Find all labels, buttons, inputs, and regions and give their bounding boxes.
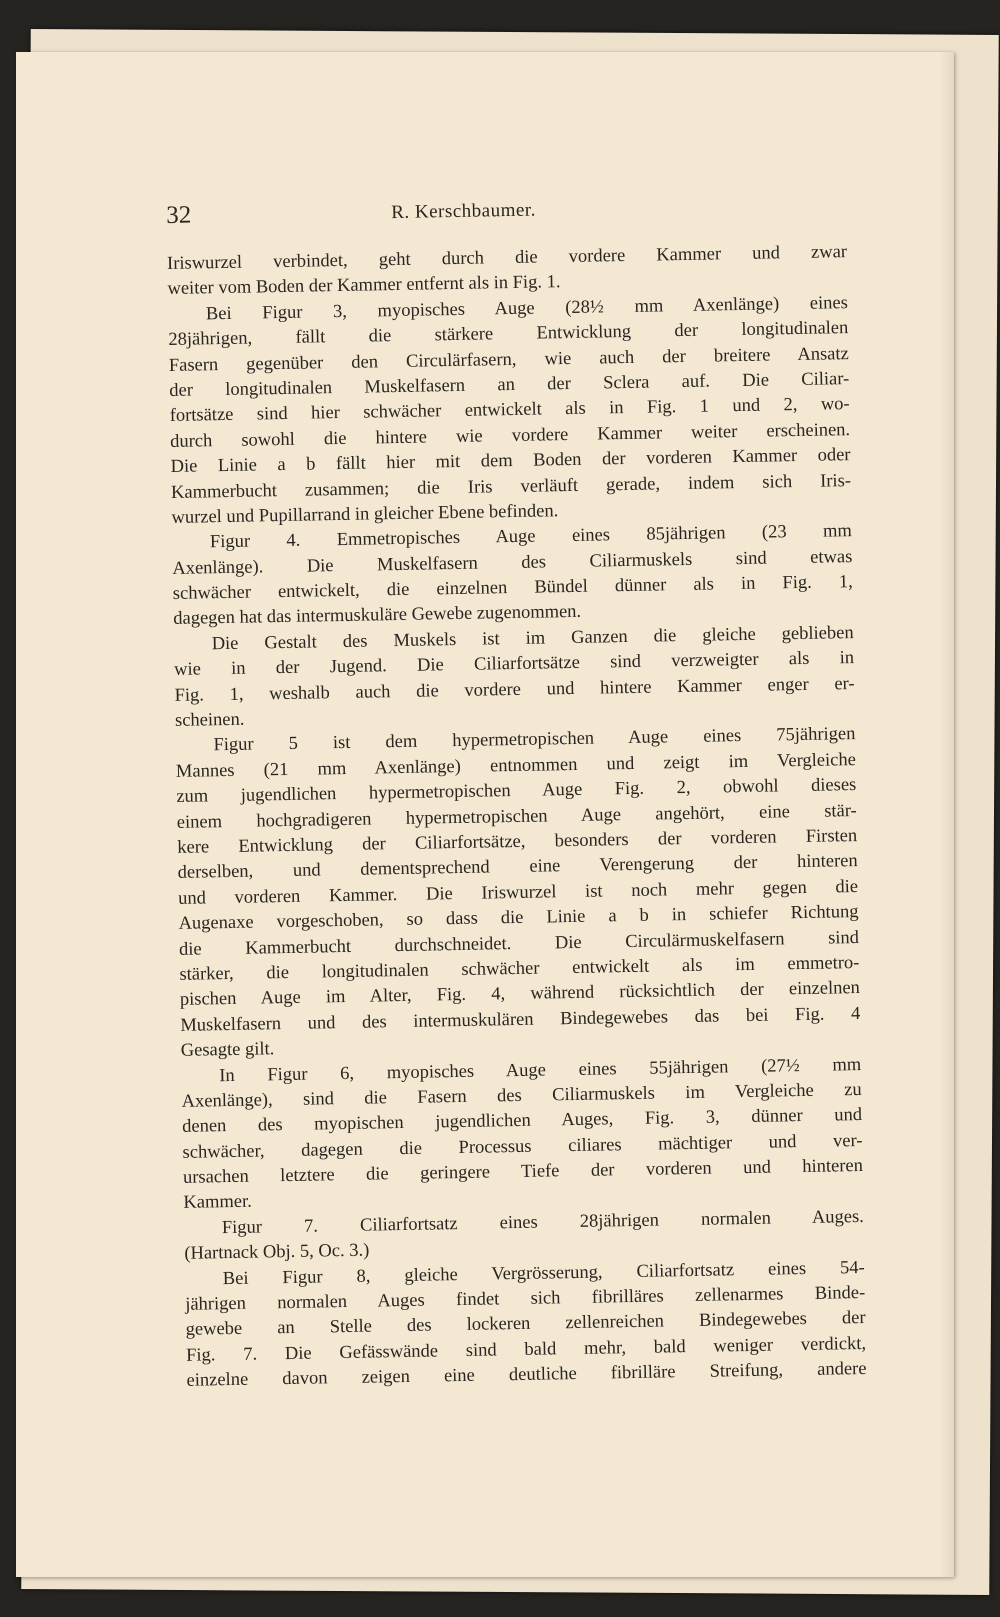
page-number: 32 [166,201,192,229]
text-line: Kammerbucht zusammen; die Iris verläuft gerade, indem sich Iris- [170,470,852,503]
text-line: pischen Auge im Alter, Fig. 4, während rücksichtlich der einzelnen [179,978,861,1011]
text-line: einzelne davon zeigen eine deutliche fibrilläre Streifung, andere [186,1359,867,1392]
running-head: R. Kerschbaumer. [391,199,537,224]
text-line: schwächer entwickelt, die einzelnen Bündel dünner als in Fig. 1, [172,572,853,605]
text-line: Gesagte gilt. [180,1039,275,1061]
text-line: Fasern gegenüber den Circulärfasern, wie auch der breitere Ansatz [168,343,849,376]
text-line: Figur 7. Ciliarfortsatz eines 28jährigen normalen Auges. [221,1206,864,1239]
text-line: Iriswurzel verbindet, geht durch die vordere Kammer und zwar [166,242,848,274]
text-line: Figur 4. Emmetropisches Auge eines 85jährigen (23 mm [209,521,853,553]
text-line: scheinen. [174,709,245,731]
text-line: durch sowohl die hintere wie vordere Kammer weiter erscheinen. [170,419,851,452]
text-line: zum jugendlichen hypermetropischen Auge Fig. 2, obwohl dieses [176,775,857,808]
text-line: der longitudinalen Muskelfasern an der Sclera auf. Die Ciliar- [169,369,850,401]
text-line: schwächer, dagegen die Processus ciliares mächtiger und ver- [182,1130,863,1163]
text-line: und vorderen Kammer. Die Iriswurzel ist noch mehr gegen die [177,876,859,909]
text-line: Kammer. [183,1192,252,1214]
text-line: derselben, und dementsprechend eine Verengerung der hinteren [177,851,858,884]
text-line: Mannes (21 mm Axenlänge) entnommen und zeigt im Vergleiche [175,749,857,782]
text-line: Augenaxe vorgeschoben, so dass die Linie a b in schiefer Richtung [178,902,859,935]
text-line: dagegen hat das intermuskuläre Gewebe zugenommen. [173,602,582,630]
text-line: (Hartnack Obj. 5, Oc. 3.) [184,1240,370,1265]
text-line: Axenlänge). Die Muskelfasern des Ciliarmuskels sind etwas [172,546,853,579]
text-line: Fig. 7. Die Gefässwände sind bald mehr, bald weniger verdickt, [185,1333,867,1366]
text-line: die Kammerbucht durchschneidet. Die Circulärmuskelfasern sind [178,927,860,960]
text-line: Bei Figur 3, myopisches Auge (28½ mm Axenlänge) eines [205,292,849,325]
text-line: fortsätze sind hier schwächer entwickelt als in Fig. 1 und 2, wo- [169,394,850,427]
text-line: Muskelfasern und des intermuskulären Bindegewebes das bei Fig. 4 [180,1003,861,1036]
text-line: Die Linie a b fällt hier mit dem Boden der vorderen Kammer oder [170,445,851,478]
page-text-block [166,190,867,1394]
text-line: ursachen letztere die geringere Tiefe der vorderen und hinteren [182,1156,864,1188]
text-line: Bei Figur 8, gleiche Vergrösserung, Ciliarfortsatz eines 54- [222,1257,865,1289]
text-line: Die Gestalt des Muskels ist im Ganzen die gleiche geblieben [211,622,854,655]
text-line: wurzel und Pupillarrand in gleicher Ebene befinden. [171,501,559,528]
text-line: In Figur 6, myopisches Auge eines 55jährigen (27½ mm [219,1054,862,1086]
text-line: stärker, die longitudinalen schwächer entwickelt als im emmetro- [179,952,860,985]
body-text [167,240,867,1394]
text-line: einem hochgradigeren hypermetropischen Auge angehört, eine stär- [176,800,857,833]
text-line: jährigen normalen Auges findet sich fibrilläres zellenarmes Binde- [185,1282,866,1315]
text-line: gewebe an Stelle des lockeren zellenreichen Bindegewebes der [185,1308,866,1341]
book-page [16,52,954,1577]
text-line: kere Entwicklung der Ciliarfortsätze, besonders der vorderen Firsten [177,826,858,858]
text-line: 28jährigen, fällt die stärkere Entwicklung der longitudinalen [168,318,849,351]
text-line: denen des myopischen jugendlichen Auges, Fig. 3, dünner und [181,1105,863,1138]
text-line: Figur 5 ist dem hypermetropischen Auge eines 75jährigen [213,724,856,756]
page-edge-shadow [940,52,954,1577]
text-line: wie in der Jugend. Die Ciliarfortsätze sind verzweigter als in [173,648,855,681]
text-line: weiter vom Boden der Kammer entfernt als in Fig. 1. [167,272,561,300]
text-line: Axenlänge), sind die Fasern des Ciliarmuskels im Vergleiche zu [181,1079,862,1112]
text-line: Fig. 1, weshalb auch die vordere und hintere Kammer enger er- [174,673,855,706]
